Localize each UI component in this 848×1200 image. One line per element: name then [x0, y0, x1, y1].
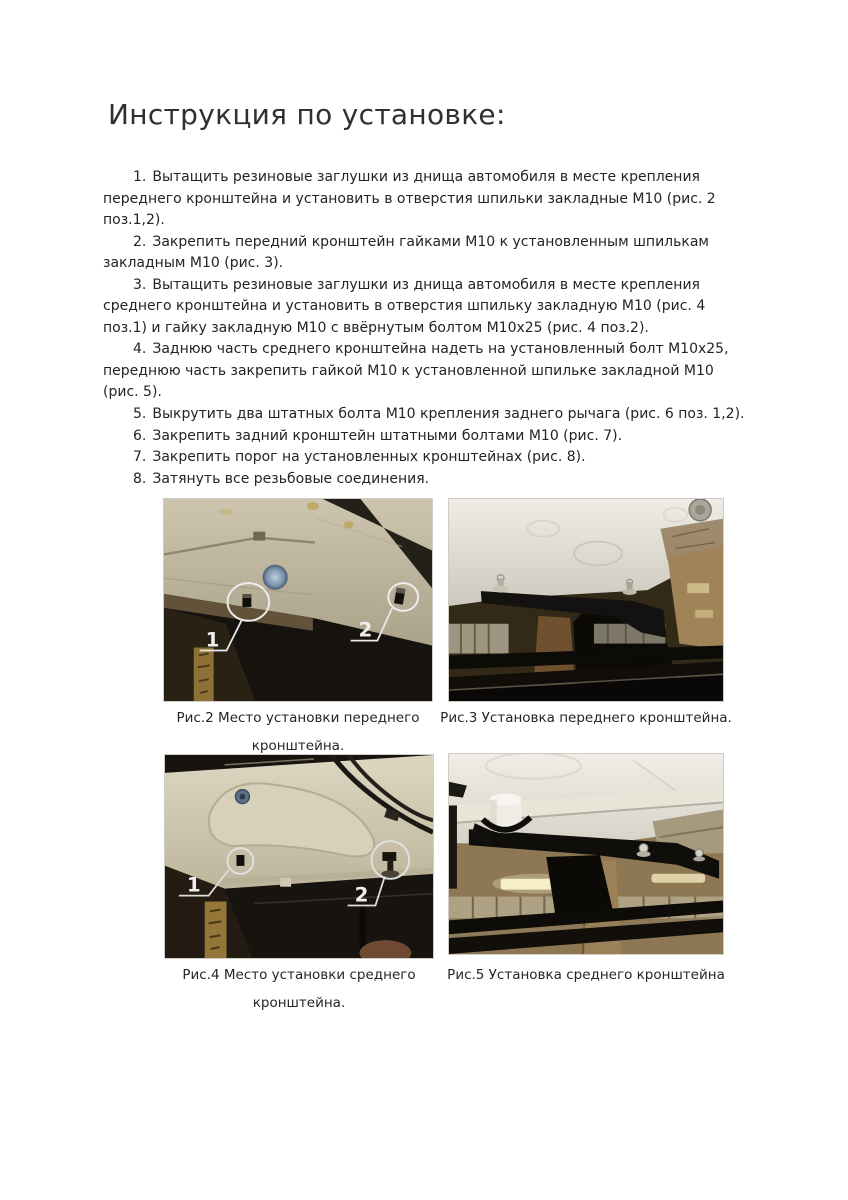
step-number: 6. — [133, 427, 147, 444]
step-text: Закрепить порог на установленных кронштейнах (рис. 8). — [152, 449, 586, 466]
step-line: поз.1) и гайку закладную М10 с ввёрнутым болтом М10х25 (рис. 4 поз.2). — [103, 319, 649, 336]
caption-line: кронштейна. — [251, 738, 345, 754]
underbody-photo-front-bracket — [449, 499, 723, 701]
underbody-photo-middle-bracket — [449, 754, 723, 954]
step-text: Вытащить резиновые заглушки из днища автомобиля в месте крепления — [152, 276, 700, 293]
step-text: Затянуть все резьбовые соединения. — [152, 470, 430, 487]
caption-line: Рис.4 Место установки среднего — [182, 967, 416, 983]
caption-line: Рис.5 Установка среднего кронштейна — [447, 967, 725, 983]
step-number: 8. — [133, 470, 147, 487]
rust-stain — [344, 521, 354, 528]
window-band — [449, 624, 509, 654]
bolt-head — [695, 849, 703, 857]
vent-disc-center — [695, 505, 705, 515]
step-line — [103, 167, 803, 189]
step-line — [103, 339, 803, 361]
conduit-clip — [253, 532, 265, 541]
step-text: Вытащить резиновые заглушки из днища автомобиля в месте крепления — [152, 169, 700, 185]
figure-caption-rys3 — [440, 704, 732, 732]
figure-photo-rys5 — [448, 753, 724, 955]
page-title: Инструкция по установке: — [108, 98, 506, 131]
step-line — [103, 447, 803, 469]
caption-line: Рис.2 Место установки переднего — [176, 710, 420, 726]
bolt-washer — [623, 589, 637, 595]
callout-label-1: 1 — [205, 628, 220, 652]
shelf-light — [695, 610, 713, 618]
underbody-photo-front-place — [164, 499, 432, 701]
step-text: Выкрутить два штатных болта М10 крепления заднего рычага (рис. 6 поз. 1,2). — [152, 406, 745, 423]
fluorescent-light — [652, 874, 706, 883]
step-line — [103, 469, 803, 491]
bolt-washer — [493, 586, 509, 593]
instruction-steps — [103, 167, 803, 490]
figure-caption-rys2 — [163, 704, 433, 760]
shelf-light — [687, 583, 709, 593]
stud-1-highlight — [242, 594, 251, 598]
bolt-head-2 — [382, 852, 396, 861]
left-post — [449, 805, 457, 888]
step-number: 2. — [133, 233, 147, 250]
figure-caption-rys5 — [448, 961, 724, 989]
step-line: закладным М10 (рис. 3). — [103, 255, 284, 272]
step-line: среднего кронштейна и установить в отверстия шпильку закладную М10 (рис. 4 — [103, 298, 706, 315]
bolt-washer-2 — [381, 870, 399, 877]
step-line: переднюю часть закрепить гайкой М10 к установленной шпильке закладной М10 — [103, 362, 714, 379]
bolt-washer — [637, 851, 651, 857]
step-number: 7. — [133, 449, 147, 466]
caption-line: Рис.3 Установка переднего кронштейна. — [440, 710, 732, 726]
step-line: переднего кронштейна и установить в отверстия шпильки закладные М10 (рис. 2 — [103, 190, 716, 207]
caption-line: кронштейна. — [252, 995, 346, 1011]
bolt-washer — [693, 856, 705, 861]
step-line: поз.1,2). — [103, 212, 165, 229]
figure-caption-rys4 — [164, 961, 434, 1017]
step-line: (рис. 5). — [103, 384, 162, 401]
underbody-photo-middle-place — [165, 755, 433, 958]
callout-label-1: 1 — [186, 873, 201, 897]
step-text: Заднюю часть среднего кронштейна надеть на установленный болт М10х25, — [152, 341, 729, 358]
rust-stain — [307, 502, 319, 510]
step-line — [103, 275, 803, 297]
step-text: Закрепить задний кронштейн штатными болтами М10 (рис. 7). — [152, 427, 623, 444]
rust-stain — [219, 509, 233, 515]
figure-photo-rys2 — [163, 498, 433, 702]
step-line — [103, 426, 803, 448]
step-line — [103, 232, 803, 254]
callout-label-2: 2 — [354, 883, 369, 907]
step-number: 3. — [133, 276, 147, 293]
small-bracket — [280, 878, 291, 887]
recessed-plug-center — [239, 794, 245, 800]
stud-1 — [236, 855, 244, 866]
step-number: 1. — [133, 169, 147, 185]
step-text: Закрепить передний кронштейн гайками М10 к установленным шпилькам — [152, 233, 709, 250]
figure-photo-rys3 — [448, 498, 724, 702]
step-number: 5. — [133, 406, 147, 423]
callout-label-2: 2 — [358, 618, 373, 642]
step-number: 4. — [133, 341, 147, 358]
figure-photo-rys4 — [164, 754, 434, 959]
step-line — [103, 404, 803, 426]
